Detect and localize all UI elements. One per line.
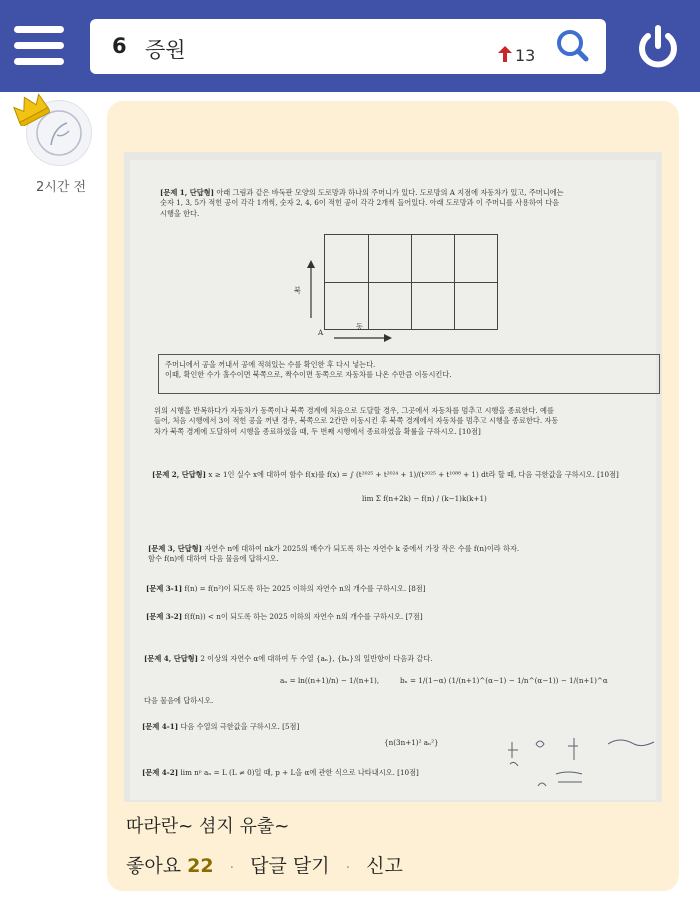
author-avatar-wrap[interactable]: [26, 100, 92, 166]
q42-title: [문제 4-2]: [142, 768, 179, 777]
q2-block: [152, 470, 652, 480]
search-icon[interactable]: [555, 28, 591, 64]
separator-dot: ·: [345, 860, 351, 876]
q42-block: [142, 768, 502, 778]
q42-text: lim nᵖ aₙ = L (L ≠ 0)일 때, p + L을 α에 관한 식으로 나타내시오. [10점]: [180, 768, 419, 777]
q1-text-2: 숫자 1, 3, 5가 적힌 공이 각각 1개씩, 숫자 2, 4, 6이 적힌 공이 각각 2개씩 들어있다. 아래 도로망과 이 주머니를 사용하여 다음: [160, 198, 560, 208]
post-actions: [126, 851, 403, 878]
q2-title: [문제 2, 단답형]: [152, 470, 207, 479]
q3-text-2: 함수 f(n)에 대하여 다음 물음에 답하시오.: [148, 554, 279, 564]
q4-formula-b: bₙ = 1/(1−α) (1/(n+1)^(α−1) − 1/n^(α−1)) − 1/(n+1)^α: [400, 676, 608, 685]
crown-icon: [10, 90, 50, 126]
rule-box: [158, 354, 660, 394]
separator-dot: ·: [229, 860, 235, 876]
q1-body: [154, 406, 654, 437]
q41-text: 다음 수열의 극한값을 구하시오. [5점]: [180, 722, 300, 731]
reply-button[interactable]: 답글 달기: [250, 855, 330, 877]
q4-text-2: 다음 물음에 답하시오.: [144, 696, 214, 705]
like-count: 22: [187, 855, 214, 877]
handwriting-scribble: [508, 730, 658, 790]
trend-query: 증원: [145, 38, 186, 62]
q4-text: 2 이상의 자연수 α에 대하여 두 수열 {aₙ}, {bₙ}의 일반항이 다음과 같다.: [200, 654, 433, 663]
report-button[interactable]: 신고: [366, 855, 403, 877]
trend-rank: 6: [112, 34, 127, 58]
q3-block: [148, 544, 648, 565]
q3-text-1: 자연수 n에 대하여 nk가 2025의 배수가 되도록 하는 자연수 k 중에서 가장 작은 수를 f(n)이라 하자.: [204, 544, 520, 553]
exam-sheet: [130, 160, 656, 800]
q1-body-3: 차가 북쪽 경계에 도달하여 시행을 종료하였을 때, 두 번째 시행에서 종료하였을 확률을 구하시오. [10점]: [154, 426, 481, 436]
q4-title: [문제 4, 단답형]: [144, 654, 199, 663]
q1-text-1: 아래 그림과 같은 바둑판 모양의 도로망과 하나의 주머니가 있다. 도로망의 A 지점에 자동차가 있고, 주머니에는: [216, 188, 564, 197]
post-caption: 따라란~ 셤지 유출~: [126, 816, 290, 837]
trend-up-arrow-icon: [498, 46, 512, 62]
top-bar: [0, 0, 700, 92]
east-arrow-icon: [334, 332, 394, 344]
q2-text: x ≥ 1인 실수 x에 대하여 함수 f(x)를 f(x) = ∫ (t²⁰²⁵ + t²⁰²⁴ + 1)/(t²⁰²⁵ + t¹⁰⁸⁸ + 1) dt라 할 때, 다음 극한값을 구하시오. [10점]: [208, 470, 619, 479]
q32-text: f(f(n)) < n이 되도록 하는 2025 이하의 자연수 n의 개수를 구하시오. [7점]: [184, 612, 423, 621]
rule-1: 주머니에서 공을 꺼내서 공에 적혀있는 수를 확인한 후 다시 넣는다.: [165, 360, 376, 369]
q41-title: [문제 4-1]: [142, 722, 179, 731]
q1-title: [문제 1, 단답형]: [160, 188, 215, 197]
like-label: 좋아요: [126, 855, 182, 877]
q1-text-3: 시행을 한다.: [160, 208, 200, 218]
road-grid: [324, 234, 498, 330]
trend-count: 13: [515, 46, 536, 65]
exam-photo[interactable]: [124, 152, 662, 802]
q31-block: [146, 584, 646, 594]
q1-body-2: 들어, 처음 시행에서 3이 적힌 공을 꺼낸 경우, 북쪽으로 2칸만 이동시킨 후 북쪽 경계에서 자동차를 멈추고 시행을 종료한다. 자동: [154, 416, 559, 426]
power-icon[interactable]: [632, 22, 684, 74]
q41-formula: {n(3n+1)² aₙ²}: [384, 738, 439, 747]
q2-formula: lim Σ f(n+2k) − f(n) / (k−1)k(k+1): [362, 494, 487, 503]
post-time: 2시간 전: [36, 180, 87, 195]
north-arrow-icon: [304, 260, 318, 320]
q31-text: f(n) = f(n²)이 되도록 하는 2025 이하의 자연수 n의 개수를 구하시오. [8점]: [184, 584, 426, 593]
q4-block: [144, 654, 644, 664]
rule-2: 이때, 확인한 수가 홀수이면 북쪽으로, 짝수이면 동쪽으로 자동차를 나온 수만큼 이동시킨다.: [165, 370, 452, 380]
like-button[interactable]: [126, 855, 220, 877]
menu-icon[interactable]: [14, 24, 64, 68]
search-box[interactable]: [90, 19, 606, 74]
q1-body-1: 위의 시행을 반복하다가 자동차가 동쪽이나 북쪽 경계에 처음으로 도달할 경우, 그곳에서 자동차를 멈추고 시행을 종료한다. 예를: [154, 406, 554, 415]
north-label: 북: [294, 286, 301, 295]
q31-title: [문제 3-1]: [146, 584, 183, 593]
east-label: 동: [356, 322, 363, 331]
q32-title: [문제 3-2]: [146, 612, 183, 621]
q32-block: [146, 612, 646, 622]
q4-formula-a: aₙ = ln((n+1)/n) − 1/(n+1),: [280, 676, 380, 685]
q1-block: [160, 188, 650, 219]
point-a: A: [318, 328, 324, 337]
q3-title: [문제 3, 단답형]: [148, 544, 203, 553]
